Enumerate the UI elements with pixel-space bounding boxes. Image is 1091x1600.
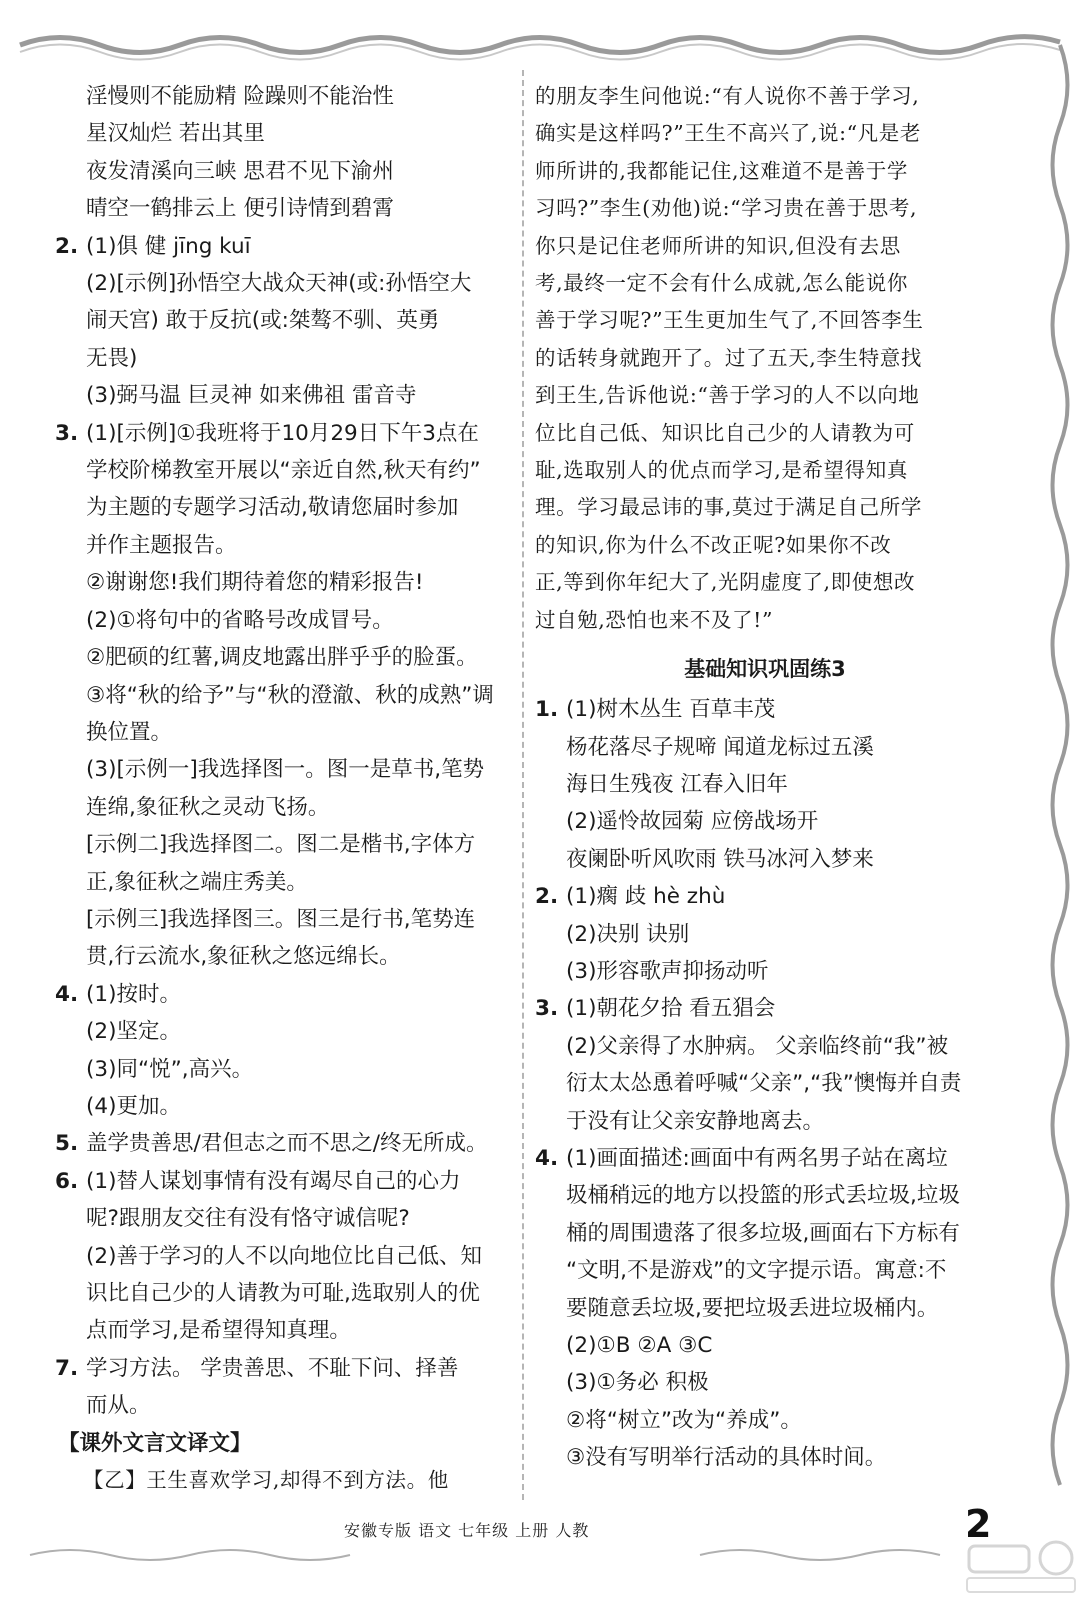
text-line	[55, 1051, 510, 1088]
text-line	[55, 78, 510, 115]
text-line	[55, 751, 510, 788]
line-text: 圾桶稍远的地方以投篮的形式丢垃圾,垃圾	[566, 1183, 960, 1209]
line-text: (1)替人谋划事情有没有竭尽自己的心力	[86, 1168, 461, 1194]
line-text: (3)弼马温 巨灵神 如来佛祖 雷音寺	[86, 383, 417, 409]
text-line	[55, 677, 510, 714]
line-text: ③没有写明举行活动的具体时间。	[566, 1445, 887, 1471]
line-text: 正,等到你年纪大了,光阴虚度了,即使想改	[535, 570, 916, 595]
line-text: 桶的周围遗落了很多垃圾,画面右下方标有	[566, 1220, 960, 1246]
line-text: [示例二]我选择图二。图二是楷书,字体方	[86, 832, 476, 858]
text-line	[535, 1439, 995, 1476]
text-line	[55, 1238, 510, 1275]
text-line	[535, 1103, 995, 1140]
line-text: (2)①B ②A ③C	[566, 1333, 713, 1358]
text-line	[55, 340, 510, 377]
line-text: 换位置。	[86, 719, 173, 745]
line-text: 闹天宫) 敢于反抗(或:桀骜不驯、英勇	[86, 308, 440, 334]
text-line	[55, 377, 510, 414]
text-line	[535, 78, 995, 115]
question-number: 3.	[55, 420, 79, 446]
line-text: (3)[示例一]我选择图一。图一是草书,笔势	[86, 757, 485, 783]
line-text: 位比自己低、知识比自己少的人请教为可	[535, 420, 915, 445]
text-line	[55, 564, 510, 601]
text-line	[55, 115, 510, 152]
question-number: 6.	[55, 1168, 79, 1194]
text-line	[535, 190, 995, 227]
line-text: 要随意丢垃圾,要把垃圾丢进垃圾桶内。	[566, 1295, 939, 1321]
line-text: 夜发清溪向三峡 思君不见下渝州	[86, 158, 394, 184]
text-line	[55, 976, 510, 1013]
column-divider	[522, 70, 524, 1500]
line-text: 识比自己少的人请教为可耻,选取别人的优	[86, 1281, 480, 1306]
text-line	[535, 527, 995, 564]
line-text: 【乙】王生喜欢学习,却得不到方法。他	[83, 1468, 449, 1493]
line-text: 晴空一鹤排云上 便引诗情到碧霄	[86, 196, 394, 222]
text-line	[535, 1327, 995, 1364]
question-number: 7.	[55, 1355, 79, 1381]
line-text: 点而学习,是希望得知真理。	[86, 1318, 351, 1344]
line-text: (3)①务必 积极	[566, 1370, 709, 1396]
line-text: 的话转身就跑开了。过了五天,李生特意找	[535, 345, 922, 370]
section-heading	[535, 647, 995, 691]
section-heading-text: 基础知识巩固练3	[684, 657, 846, 682]
footer-text: 安徽专版 语文 七年级 上册 人教	[344, 1521, 590, 1540]
line-text: 的朋友李生问他说:“有人说你不善于学习,	[535, 84, 920, 108]
line-text: “文明,不是游戏”的文字提示语。寓意:不	[566, 1258, 947, 1284]
question-number: 2.	[535, 884, 559, 910]
text-line	[55, 1425, 510, 1462]
question-number: 1.	[535, 697, 559, 723]
line-text: ②肥硕的红薯,调皮地露出胖乎乎的脸蛋。	[86, 645, 478, 671]
text-line	[55, 1088, 510, 1125]
text-line	[535, 564, 995, 601]
line-text: 海日生残夜 江春入旧年	[566, 771, 788, 797]
text-line	[535, 766, 995, 803]
text-line	[55, 527, 510, 564]
line-text: 星汉灿烂 若出其里	[86, 121, 265, 147]
line-text: 习吗?”李生(劝他)说:“学习贵在善于思考,	[535, 196, 918, 221]
text-line	[55, 901, 510, 938]
text-line	[535, 1065, 995, 1102]
text-line	[55, 452, 510, 489]
question-number: 3.	[535, 996, 559, 1022]
line-text: (1)瘸 歧 hè zhù	[566, 884, 726, 910]
question-number: 4.	[55, 981, 79, 1007]
question-number: 5.	[55, 1131, 79, 1157]
text-line	[535, 452, 995, 489]
text-line	[535, 1140, 995, 1177]
line-text: 师所讲的,我都能记住,这难道不是善于学	[535, 158, 908, 183]
text-line	[55, 1387, 510, 1424]
page-number: 2	[965, 1502, 992, 1546]
text-line	[55, 938, 510, 975]
line-text: (2)遥怜故园菊 应傍战场开	[566, 809, 819, 835]
line-text: 你只是记住老师所讲的知识,但没有去思	[535, 233, 901, 258]
text-line	[55, 1163, 510, 1200]
line-text: (1)按时。	[86, 981, 181, 1007]
text-line	[535, 302, 995, 339]
line-text: ②将“树立”改为“养成”。	[566, 1407, 802, 1433]
line-text: 理。学习最忌讳的事,莫过于满足自己所学	[535, 495, 922, 520]
text-line	[55, 1312, 510, 1349]
right-column	[535, 78, 995, 1477]
text-line	[55, 639, 510, 676]
line-text: (2)善于学习的人不以向地位比自己低、知	[86, 1243, 482, 1269]
text-line	[535, 1290, 995, 1327]
line-text: 衍太太怂恿着呼喊“父亲”,“我”懊悔并自责	[566, 1071, 962, 1097]
line-text: 无畏)	[86, 345, 138, 371]
text-line	[55, 1462, 510, 1499]
left-column	[55, 78, 510, 1499]
question-number: 4.	[535, 1145, 559, 1171]
line-text: (2)①将句中的省略号改成冒号。	[86, 607, 394, 633]
line-text: 呢?跟朋友交往有没有恪守诚信呢?	[86, 1206, 410, 1232]
line-text: (1)树木丛生 百草丰茂	[566, 697, 776, 723]
line-text: 学习方法。 学贵善思、不耻下问、择善	[86, 1355, 459, 1381]
line-text: 并作主题报告。	[86, 532, 237, 558]
line-text: (2)坚定。	[86, 1019, 181, 1045]
text-line	[55, 190, 510, 227]
text-line	[535, 377, 995, 414]
line-text: (1)俱 健 jīng kuī	[86, 233, 251, 259]
text-line	[535, 878, 995, 915]
line-text: 连绵,象征秋之灵动飞扬。	[86, 794, 330, 820]
line-text: ②谢谢您!我们期待着您的精彩报告!	[86, 570, 424, 596]
text-line	[535, 415, 995, 452]
line-text: (1)画面描述:画面中有两名男子站在离垃	[566, 1145, 948, 1171]
line-text: (2)[示例]孙悟空大战众天神(或:孙悟空大	[86, 271, 472, 297]
text-line	[535, 1028, 995, 1065]
text-line	[55, 826, 510, 863]
line-text: 杨花落尽子规啼 闻道龙标过五溪	[566, 734, 874, 760]
line-text: 于没有让父亲安静地离去。	[566, 1108, 825, 1134]
line-text: 为主题的专题学习活动,敬请您届时参加	[86, 495, 459, 521]
text-line	[535, 729, 995, 766]
line-text: 【课外文言文译文】	[58, 1430, 252, 1456]
text-line	[55, 153, 510, 190]
text-line	[535, 228, 995, 265]
text-line	[55, 1350, 510, 1387]
line-text: 学校阶梯教室开展以“亲近自然,秋天有约”	[86, 458, 481, 484]
text-line	[55, 228, 510, 265]
text-line	[535, 602, 995, 639]
text-line	[535, 115, 995, 152]
line-text: (2)父亲得了水肿病。 父亲临终前“我”被	[566, 1033, 949, 1059]
text-line	[55, 602, 510, 639]
text-line	[535, 340, 995, 377]
line-text: 正,象征秋之端庄秀美。	[86, 869, 308, 895]
line-text: 夜阑卧听风吹雨 铁马冰河入梦来	[566, 846, 874, 872]
text-line	[55, 415, 510, 452]
watermark-logo	[961, 1536, 1081, 1596]
text-line	[535, 803, 995, 840]
text-line	[535, 953, 995, 990]
line-text: 盖学贵善思/君但志之而不思之/终无所成。	[86, 1131, 488, 1157]
text-line	[55, 1200, 510, 1237]
line-text: (3)同“悦”,高兴。	[86, 1056, 254, 1082]
line-text: [示例三]我选择图三。图三是行书,笔势连	[86, 906, 476, 932]
line-text: 淫慢则不能励精 险躁则不能治性	[86, 84, 394, 109]
line-text: 而从。	[86, 1393, 151, 1419]
text-line	[55, 714, 510, 751]
line-text: (4)更加。	[86, 1093, 181, 1119]
text-line	[535, 1402, 995, 1439]
line-text: 的知识,你为什么不改正呢?如果你不改	[535, 532, 892, 557]
question-number: 2.	[55, 233, 79, 259]
line-text: (2)决别 诀别	[566, 921, 690, 947]
line-text: 善于学习呢?”王生更加生气了,不回答李生	[535, 308, 924, 333]
line-text: ③将“秋的给予”与“秋的澄澈、秋的成熟”调	[86, 682, 494, 708]
text-line	[535, 153, 995, 190]
text-line	[55, 864, 510, 901]
text-line	[535, 265, 995, 302]
text-line	[55, 1275, 510, 1312]
text-line	[55, 1013, 510, 1050]
text-line	[535, 841, 995, 878]
text-line	[535, 691, 995, 728]
text-line	[535, 489, 995, 526]
text-line	[535, 1364, 995, 1401]
line-text: (1)朝花夕拾 看五猖会	[566, 996, 776, 1022]
text-line	[55, 789, 510, 826]
line-text: 确实是这样吗?”王生不高兴了,说:“凡是老	[535, 121, 921, 146]
line-text: (1)[示例]①我班将于10月29日下午3点在	[86, 420, 479, 446]
text-line	[535, 916, 995, 953]
text-line	[535, 1177, 995, 1214]
line-text: 考,最终一定不会有什么成就,怎么能说你	[535, 271, 908, 296]
text-line	[55, 1125, 510, 1162]
line-text: 耻,选取别人的优点而学习,是希望得知真	[535, 458, 908, 483]
text-line	[535, 1215, 995, 1252]
text-line	[55, 302, 510, 339]
line-text: (3)形容歌声抑扬动听	[566, 958, 769, 984]
line-text: 到王生,告诉他说:“善于学习的人不以向地	[535, 383, 920, 408]
text-line	[535, 1252, 995, 1289]
text-line	[535, 990, 995, 1027]
line-text: 过自勉,恐怕也来不及了!”	[535, 607, 774, 632]
text-line	[55, 489, 510, 526]
text-line	[55, 265, 510, 302]
line-text: 贯,行云流水,象征秋之悠远绵长。	[86, 944, 401, 970]
